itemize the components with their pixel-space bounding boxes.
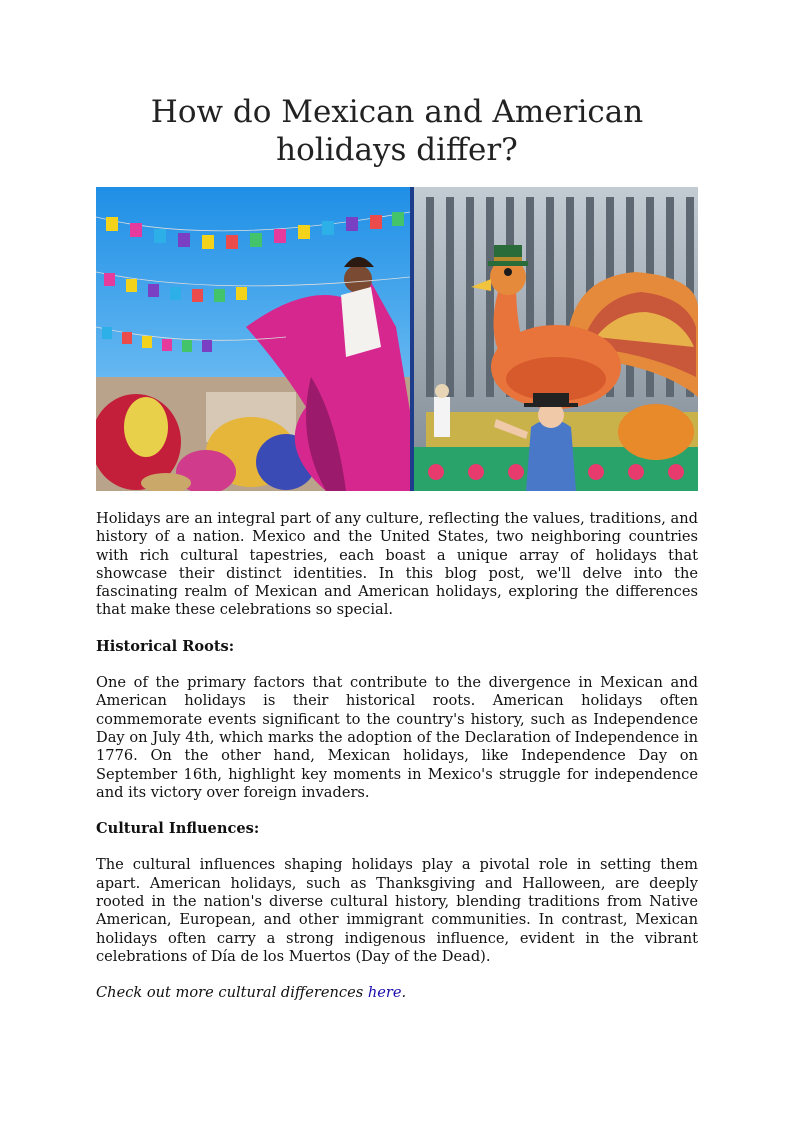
hero-image	[96, 187, 698, 491]
intro-paragraph: Holidays are an integral part of any culture, reflecting the values, traditions, and history of a nation. Mexico and the United States, two neighboring countries with rich cultural tapestries, each boast a unique array of holidays that showcase their distinct identities. In this blog post, we'll delve into the fascinating realm of Mexican and American holidays, exploring the differences that make these celebrations so special.	[96, 510, 698, 619]
cta-text: Check out more cultural differences	[96, 984, 368, 1002]
cta-line	[96, 984, 698, 1002]
section-text-historical-roots: One of the primary factors that contribute to the divergence in Mexican and American holidays is their historical roots. American holidays often commemorate events significant to the country's history, such as Independence Day on July 4th, which marks the adoption of the Declaration of Independence in 1776. On the other hand, Mexican holidays, like Independence Day on September 16th, highlight key moments in Mexico's struggle for independence and its victory over foreign invaders.	[96, 674, 698, 801]
mexican-festival-photo	[96, 187, 411, 491]
here-link[interactable]: here	[367, 984, 402, 1002]
section-heading-cultural-influences: Cultural Influences:	[96, 820, 260, 838]
page-title: How do Mexican and American holidays differ?	[150, 94, 644, 168]
thanksgiving-parade-photo	[414, 187, 698, 491]
article-body	[96, 510, 698, 1021]
section-heading-historical-roots: Historical Roots:	[96, 637, 235, 655]
cta-trailing: .	[401, 984, 407, 1002]
section-text-cultural-influences: The cultural influences shaping holidays play a pivotal role in setting them apart. American holidays, such as Thanksgiving and Halloween, are deeply rooted in the nation's diverse cultural history, blending traditions from Native American, European, and other immigrant communities. In contrast, Mexican holidays often carry a strong indigenous influence, evident in the vibrant celebrations of Día de los Muertos (Day of the Dead).	[96, 856, 698, 965]
